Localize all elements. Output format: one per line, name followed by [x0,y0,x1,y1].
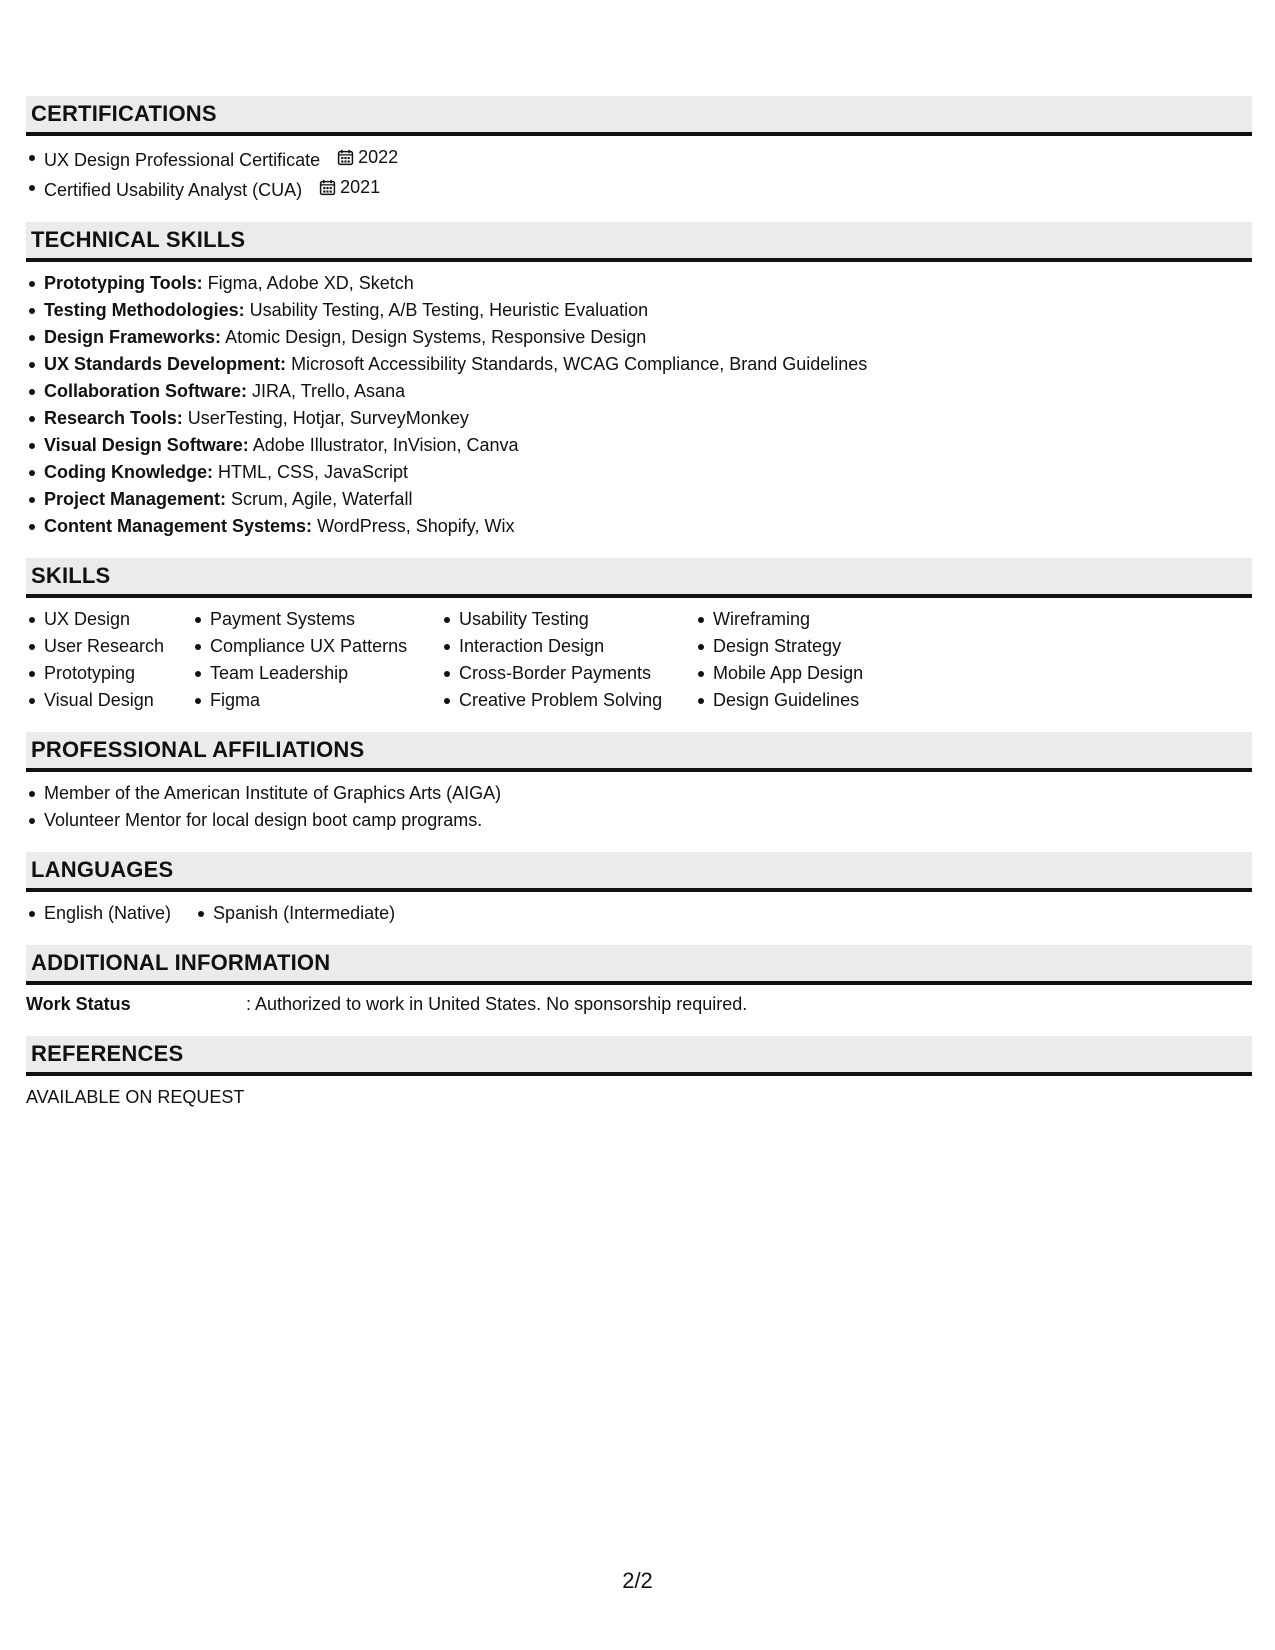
section-title: SKILLS [31,563,111,588]
affiliations-section [26,732,1252,834]
certifications-list [26,144,1252,204]
section-header [26,1036,1252,1076]
skill-values: Atomic Design, Design Systems, Responsive Design [221,327,647,347]
list-item: Interaction Design [441,633,695,660]
list-item [26,144,1252,174]
references-text: AVAILABLE ON REQUEST [26,1087,245,1107]
skills-column [441,606,695,714]
list-item: Payment Systems [192,606,441,633]
languages-section [26,852,1252,927]
list-item [26,297,1252,324]
list-item: Design Guidelines [695,687,945,714]
skill-category: Prototyping Tools: [44,273,203,293]
skill-category: Content Management Systems: [44,516,313,536]
list-item: Visual Design [26,687,192,714]
list-item [26,351,1252,378]
section-header [26,96,1252,136]
list-item [26,459,1252,486]
certification-year: 2022 [358,147,399,167]
list-item: Cross-Border Payments [441,660,695,687]
list-item: English (Native) [26,900,171,927]
skill-category: Research Tools: [44,408,183,428]
skill-category: Testing Methodologies: [44,300,245,320]
skill-values: Usability Testing, A/B Testing, Heuristic Evaluation [244,300,649,320]
list-item [26,513,1252,540]
list-item: UX Design [26,606,192,633]
section-title: LANGUAGES [31,857,174,882]
list-item: Creative Problem Solving [441,687,695,714]
skill-category: Project Management: [44,489,227,509]
certification-name: UX Design Professional Certificate [44,150,321,170]
certification-date [337,144,398,171]
skill-values: UserTesting, Hotjar, SurveyMonkey [182,408,469,428]
technical-skills-section [26,222,1252,540]
list-item: Mobile App Design [695,660,945,687]
references-section [26,1036,1252,1111]
section-header [26,852,1252,892]
calendar-icon [319,179,336,196]
skill-values: WordPress, Shopify, Wix [312,516,515,536]
section-title: ADDITIONAL INFORMATION [31,950,331,975]
certifications-section [26,96,1252,204]
affiliations-list [26,780,1252,834]
list-item: Usability Testing [441,606,695,633]
resume-page [26,96,1252,1129]
list-item: Prototyping [26,660,192,687]
list-item: Volunteer Mentor for local design boot camp programs. [26,807,1252,834]
technical-skills-list [26,270,1252,540]
skill-category: Design Frameworks: [44,327,222,347]
additional-info-section [26,945,1252,1018]
skill-category: Collaboration Software: [44,381,248,401]
calendar-icon [337,149,354,166]
section-title: REFERENCES [31,1041,184,1066]
skill-category: UX Standards Development: [44,354,287,374]
work-status-row [26,991,1252,1018]
skill-values: HTML, CSS, JavaScript [212,462,409,482]
skill-category: Coding Knowledge: [44,462,213,482]
list-item: Team Leadership [192,660,441,687]
certification-year: 2021 [340,177,381,197]
list-item: Member of the American Institute of Graphics Arts (AIGA) [26,780,1252,807]
list-item [26,405,1252,432]
certification-date [319,174,380,201]
page-number: 2/2 [622,1568,653,1593]
list-item: Compliance UX Patterns [192,633,441,660]
list-item [26,486,1252,513]
skills-section [26,558,1252,714]
section-header [26,732,1252,772]
skill-values: Figma, Adobe XD, Sketch [202,273,414,293]
section-header [26,945,1252,985]
section-title: PROFESSIONAL AFFILIATIONS [31,737,365,762]
skills-column [192,606,441,714]
skills-column [26,606,192,714]
work-status-label: Work Status [26,994,131,1014]
skill-values: Microsoft Accessibility Standards, WCAG Compliance, Brand Guidelines [286,354,868,374]
list-item: Design Strategy [695,633,945,660]
languages-list [26,900,1252,927]
skill-values: Scrum, Agile, Waterfall [226,489,413,509]
skills-grid [26,606,1252,714]
skill-values: JIRA, Trello, Asana [247,381,406,401]
skills-column [695,606,945,714]
skill-values: Adobe Illustrator, InVision, Canva [248,435,519,455]
section-header [26,558,1252,598]
list-item [26,432,1252,459]
list-item: Wireframing [695,606,945,633]
list-item: Spanish (Intermediate) [195,900,395,927]
list-item: User Research [26,633,192,660]
section-title: TECHNICAL SKILLS [31,227,246,252]
certification-name: Certified Usability Analyst (CUA) [44,180,303,200]
section-title: CERTIFICATIONS [31,101,217,126]
section-header [26,222,1252,262]
list-item [26,378,1252,405]
list-item: Figma [192,687,441,714]
list-item [26,270,1252,297]
list-item [26,324,1252,351]
list-item [26,174,1252,204]
work-status-value: : Authorized to work in United States. No sponsorship required. [246,994,748,1014]
skill-category: Visual Design Software: [44,435,249,455]
